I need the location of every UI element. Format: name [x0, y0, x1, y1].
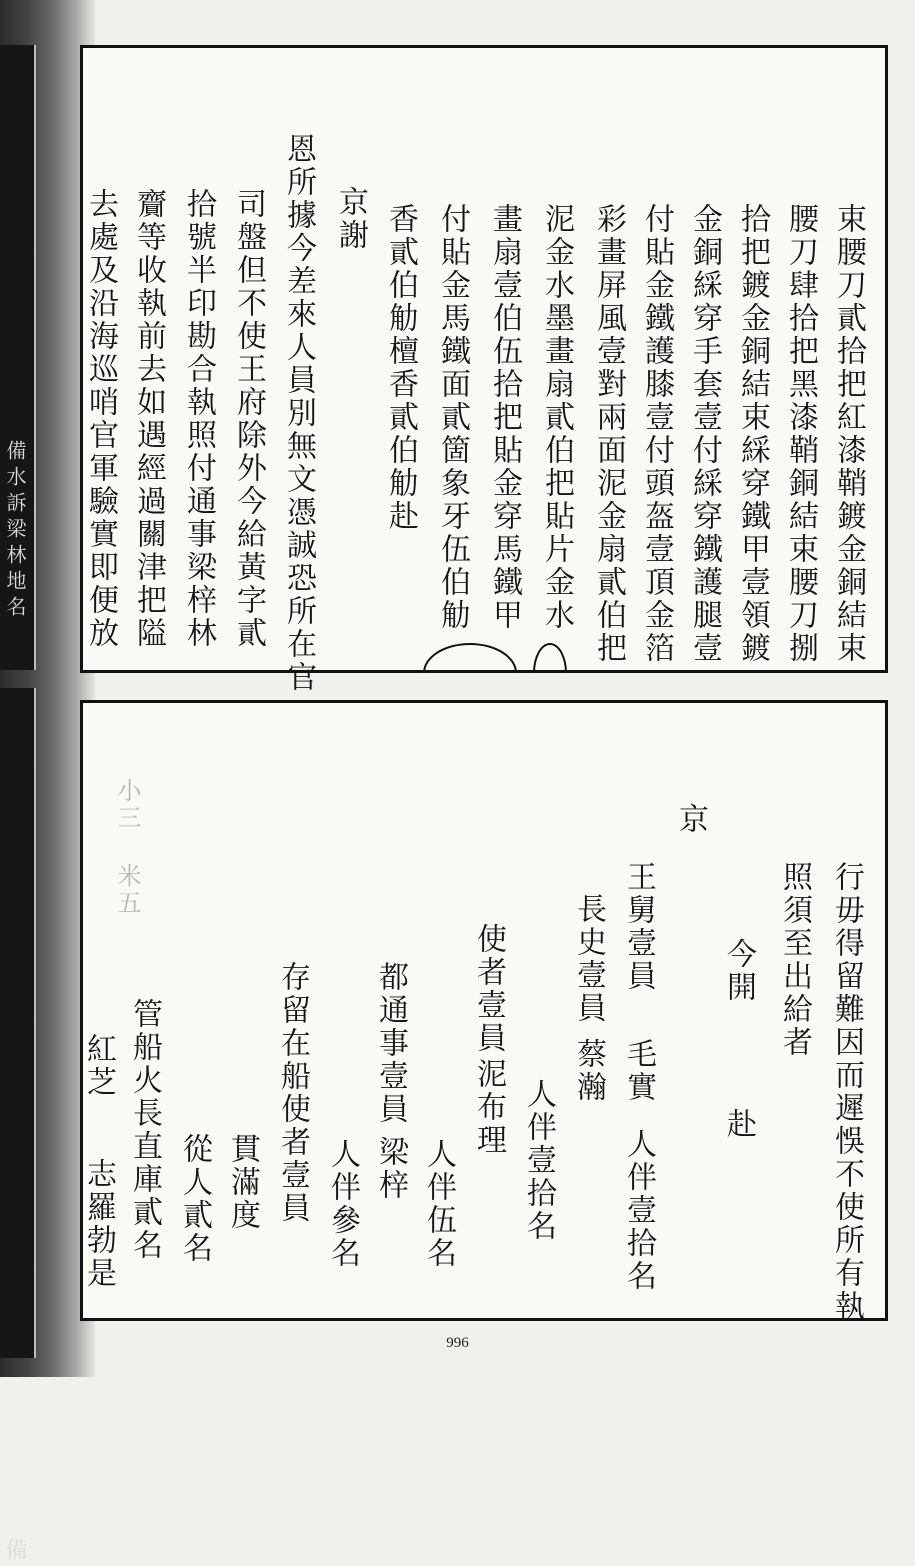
bracket-mark	[423, 643, 517, 673]
text-column: 司盤但不使王府除外今給黃字貳	[231, 188, 266, 650]
roster-title: 長史壹員	[571, 893, 606, 1025]
text-column: 金銅綵穿手套壹付綵穿鐵護腿壹	[687, 203, 722, 665]
text-column: 照須至出給者	[777, 861, 812, 1059]
spine-text-top: 備水訴梁林地名	[3, 440, 27, 622]
text-column: 行毋得留難因而遲悞不使所有執	[829, 861, 864, 1323]
text-column: 去處及沿海巡哨官軍驗實即便放	[83, 188, 118, 650]
roster-count: 從人貳名	[177, 1133, 212, 1265]
roster-title: 使者壹員	[471, 923, 506, 1055]
spine-strip-bottom	[0, 688, 36, 1566]
faint-bleed-text: 小三 米五	[113, 778, 141, 917]
roster-title: 存留在船使者壹員	[275, 961, 310, 1225]
spine-text-bottom: 備	[2, 1538, 27, 1566]
bottom-document-panel	[80, 700, 888, 1321]
heading-jing: 京	[673, 803, 708, 836]
roster-name: 志羅勃是	[81, 1158, 116, 1290]
text-column: 齎等收執前去如遇經過關津把隘	[131, 188, 166, 650]
roster-title: 都通事壹員	[373, 961, 408, 1126]
text-column: 付貼金馬鐵面貳箇象牙伍伯觔	[435, 203, 470, 632]
text-column: 恩所據今差來人員別無文憑誠恐所在官	[281, 133, 316, 694]
roster-count: 人伴參名	[325, 1138, 360, 1270]
text-column: 拾號半印勘合執照付通事梁梓林	[181, 188, 216, 650]
roster-name: 貫滿度	[225, 1133, 260, 1232]
text-column: 拾把鍍金銅結束綵穿鐵甲壹領鍍	[735, 203, 770, 665]
page-number: 996	[446, 1335, 469, 1351]
text-column: 付貼金鐵護膝壹付頭盔壹頂金箔	[639, 203, 674, 665]
roster-title: 王舅壹員	[621, 861, 656, 993]
roster-count: 人伴壹拾名	[521, 1078, 556, 1243]
roster-name: 蔡瀚	[571, 1038, 606, 1104]
text-column: 今開	[721, 938, 756, 1004]
text-column: 赴	[721, 1108, 756, 1141]
text-column: 彩畫屏風壹對兩面泥金扇貳伯把	[591, 203, 626, 665]
spine-strip-top	[0, 45, 36, 670]
roster-count: 人伴壹拾名	[621, 1128, 656, 1293]
roster-title: 管船火長直庫貳名	[127, 998, 162, 1262]
top-document-panel	[80, 45, 888, 694]
text-column: 束腰刀貳拾把紅漆鞘鍍金銅結束	[831, 203, 866, 665]
text-column: 腰刀肆拾把黑漆鞘銅結束腰刀捌	[783, 203, 818, 665]
roster-name: 泥布理	[471, 1058, 506, 1157]
heading-jing-xie: 京謝	[333, 186, 368, 252]
roster-name: 毛實	[621, 1038, 656, 1104]
text-column: 畫扇壹伯伍拾把貼金穿馬鐵甲	[487, 203, 522, 632]
text-column: 泥金水墨畫扇貳伯把貼片金水	[539, 203, 574, 632]
bracket-mark	[533, 643, 567, 673]
roster-name: 紅芝	[81, 1033, 116, 1099]
text-column: 香貳伯觔檀香貳伯觔赴	[383, 203, 418, 533]
roster-name: 梁梓	[373, 1136, 408, 1202]
roster-count: 人伴伍名	[421, 1138, 456, 1270]
